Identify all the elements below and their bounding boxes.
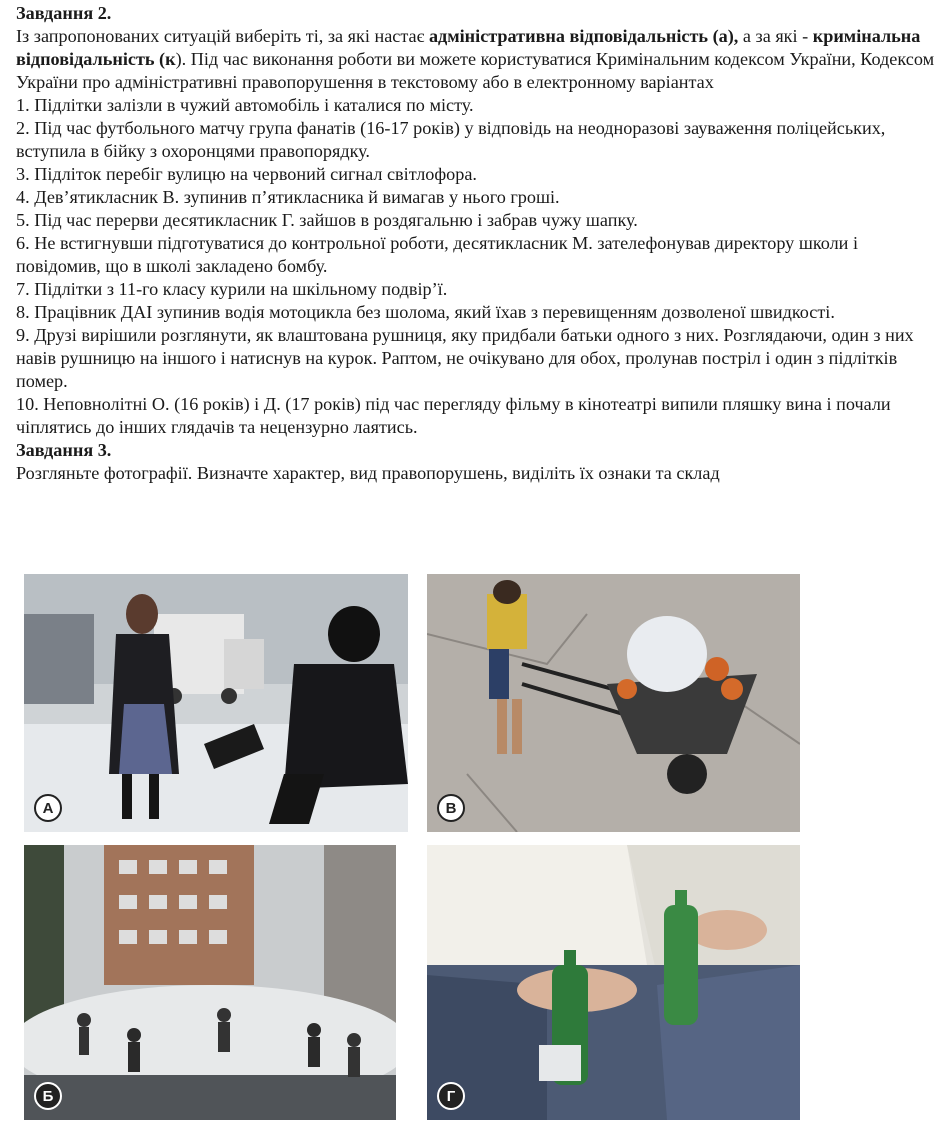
intro-bold-administrative: адміністративна відповідальність (а),: [428, 26, 739, 46]
situation-2: 2. Під час футбольного матчу група фанатів (16-17 років) у відповідь на неодноразові зауваження поліцейських, вступила в бійку з охоронцями правопорядку.: [16, 118, 886, 161]
task3-instruction: Розгляньте фотографії. Визначте характер, вид правопорушень, виділіть їх ознаки та склад: [16, 463, 720, 483]
photo-b-image: [24, 845, 396, 1120]
situation-6: 6. Не встигнувши підготуватися до контрольної роботи, десятикласник М. зателефонував директору школи і повідомив, що в школі закладено бомбу.: [16, 233, 859, 276]
intro-text-3: ). Під час виконання роботи ви можете користуватися Кримінальним кодексом України, Кодексом України про адміністративні правопорушення в текстовому або в електронному варіантах: [16, 49, 935, 92]
situation-7: 7. Підлітки з 11-го класу курили на шкільному подвір’ї.: [16, 279, 448, 299]
situation-9: 9. Друзі вирішили розглянути, як влаштована рушниця, яку придбали батьки одного з них. Розглядаючи, один з них навів рушницю на іншого і натиснув на курок. Раптом, не очікувано для обох, пролунав постріл і один з підлітків помер.: [16, 325, 914, 391]
intro-text-2: а за які -: [738, 26, 813, 46]
situation-10: 10. Неповнолітні О. (16 років) і Д. (17 років) під час перегляду фільму в кінотеатрі випили пляшку вина і почали чіплятись до інших глядачів та нецензурно лаятись.: [16, 394, 891, 437]
photo-g-image: [427, 845, 800, 1120]
photo-g: [427, 845, 800, 1120]
photo-v: [427, 574, 800, 832]
text-block: [16, 2, 938, 485]
task3-heading: Завдання 3.: [16, 440, 112, 460]
task2-intro: [16, 25, 938, 94]
situation-8: 8. Працівник ДАІ зупинив водія мотоцикла без шолома, який їхав з перевищенням дозволеної швидкості.: [16, 302, 835, 322]
intro-bold-criminal: кримінальна відповідальність (к: [16, 26, 921, 69]
situation-5: 5. Під час перерви десятикласник Г. зайшов в роздягальню і забрав чужу шапку.: [16, 210, 638, 230]
situation-4: 4. Дев’ятикласник В. зупинив п’ятикласника й вимагав у нього гроші.: [16, 187, 560, 207]
photo-v-image: [427, 574, 800, 832]
task2-heading: Завдання 2.: [16, 3, 112, 23]
photo-a: [24, 574, 408, 832]
situation-1: 1. Підлітки залізли в чужий автомобіль і каталися по місту.: [16, 95, 474, 115]
photo-a-label: А: [34, 794, 62, 822]
photo-b: [24, 845, 396, 1120]
photo-b-label: Б: [34, 1082, 62, 1110]
photo-a-image: [24, 574, 408, 832]
intro-text-1: Із запропонованих ситуацій виберіть ті, за які настає: [16, 26, 429, 46]
situation-3: 3. Підліток перебіг вулицю на червоний сигнал світлофора.: [16, 164, 477, 184]
photo-g-label: Г: [437, 1082, 465, 1110]
photo-v-label: В: [437, 794, 465, 822]
